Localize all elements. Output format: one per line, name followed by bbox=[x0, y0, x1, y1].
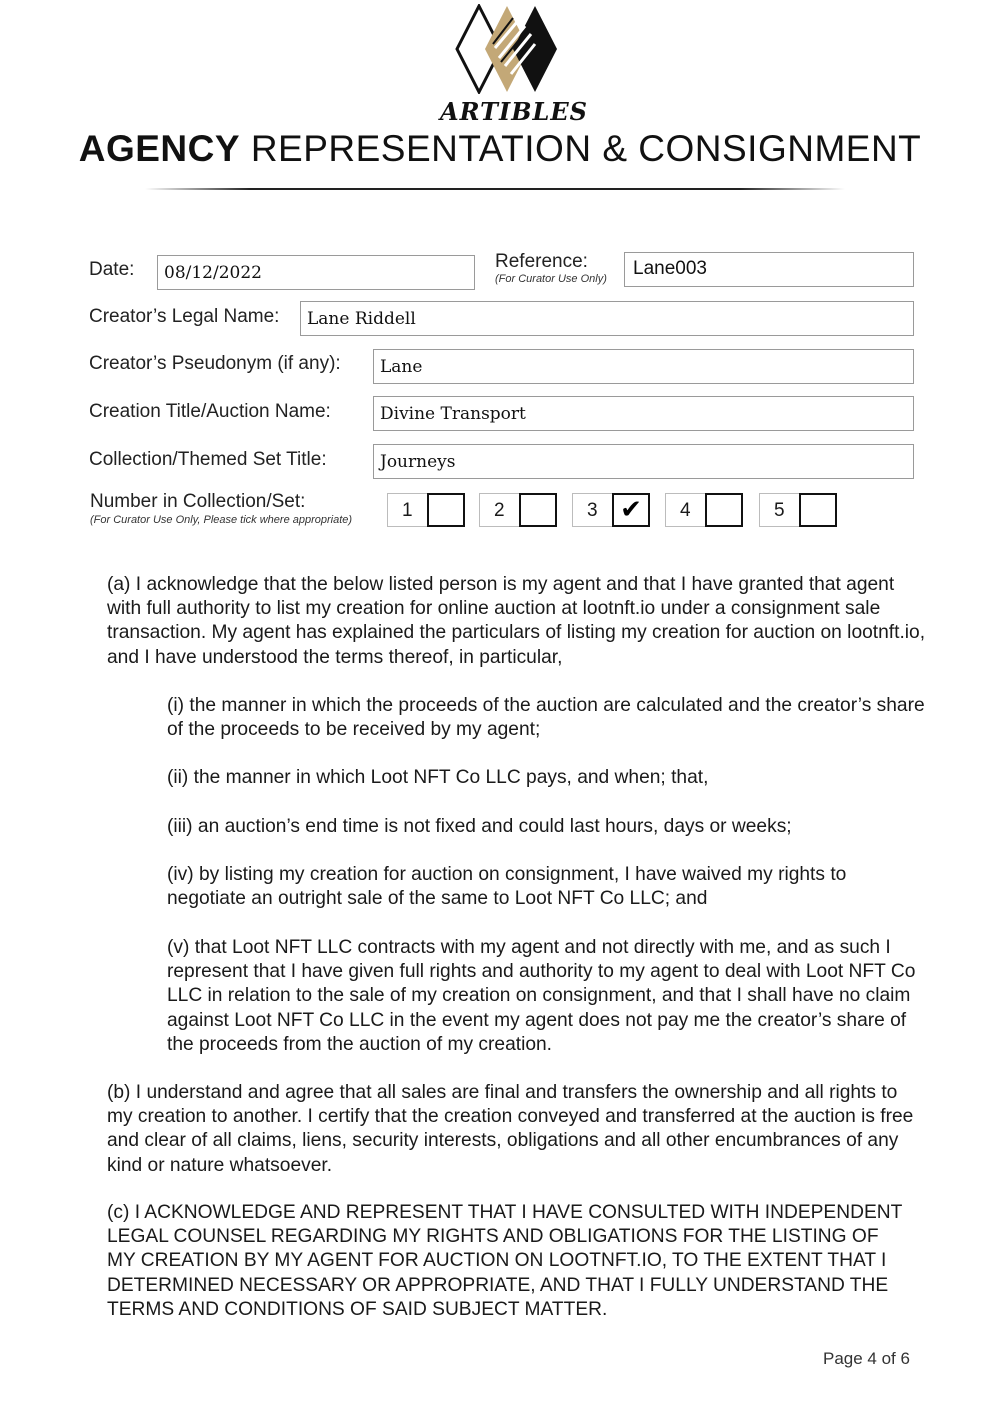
checkmark-icon: ✔ bbox=[620, 495, 642, 525]
checkbox-5[interactable] bbox=[799, 493, 837, 527]
number-option-label: 4 bbox=[680, 500, 691, 521]
checkbox-1[interactable] bbox=[427, 493, 465, 527]
pseudonym-field[interactable]: Lane bbox=[373, 349, 914, 384]
checkbox-2[interactable] bbox=[519, 493, 557, 527]
clause-b: (b) I understand and agree that all sales are final and transfers the ownership and all rights to my creation to another. I certify that the creation conveyed and transferred at the auction is free and clear of all claims, liens, security interests, obligations and all other encumbrances of any kind or nature whatsoever. bbox=[107, 1082, 914, 1176]
clause-a: (a) I acknowledge that the below listed person is my agent and that I have granted that agent with full authority to list my creation for online auction at lootnft.io under a consignment sale transaction. My agent has explained the particulars of listing my creation for auction on lootnft.io, and I have understood the terms thereof, in particular, bbox=[107, 574, 926, 668]
number-option-3[interactable] bbox=[572, 493, 650, 527]
artibles-logo bbox=[455, 4, 559, 94]
title-rest: REPRESENTATION & CONSIGNMENT bbox=[250, 128, 922, 169]
page-number: Page 4 of 6 bbox=[823, 1349, 910, 1368]
number-label: Number in Collection/Set: bbox=[90, 491, 306, 512]
date-field[interactable]: 08/12/2022 bbox=[157, 255, 475, 290]
clause-a-iii: (iii) an auction’s end time is not fixed and could last hours, days or weeks; bbox=[167, 816, 792, 837]
reference-label: Reference: bbox=[495, 251, 588, 272]
number-option-1[interactable] bbox=[387, 493, 465, 527]
number-option-label: 2 bbox=[494, 500, 505, 521]
number-option-4[interactable] bbox=[665, 493, 743, 527]
collection-label: Collection/Themed Set Title: bbox=[89, 449, 327, 470]
clause-a-i: (i) the manner in which the proceeds of the auction are calculated and the creator’s share of the proceeds to be received by my agent; bbox=[167, 695, 925, 741]
logo-wordmark: ARTIBLES bbox=[440, 97, 589, 126]
number-option-2[interactable] bbox=[479, 493, 557, 527]
number-option-label: 3 bbox=[587, 500, 598, 521]
page-title bbox=[0, 128, 1000, 170]
legal-name-field[interactable]: Lane Riddell bbox=[300, 301, 914, 336]
clause-a-iv: (iv) by listing my creation for auction on consignment, I have waived my rights to negotiate an outright sale of the same to Loot NFT Co LLC; and bbox=[167, 864, 847, 910]
number-option-label: 1 bbox=[402, 500, 413, 521]
checkbox-3[interactable] bbox=[612, 493, 650, 527]
pseudonym-label: Creator’s Pseudonym (if any): bbox=[89, 353, 341, 374]
reference-note: (For Curator Use Only) bbox=[495, 273, 607, 285]
checkbox-4[interactable] bbox=[705, 493, 743, 527]
creation-title-label: Creation Title/Auction Name: bbox=[89, 401, 331, 422]
creation-title-field[interactable]: Divine Transport bbox=[373, 396, 914, 431]
clause-c: (c) I ACKNOWLEDGE AND REPRESENT THAT I HAVE CONSULTED WITH INDEPENDENT LEGAL COUNSEL REGARDING MY RIGHTS AND OBLIGATIONS FOR THE LISTING OF MY CREATION BY MY AGENT FOR AUCTION ON LOOTNFT.IO, TO THE EXTENT THAT I DETERMINED NECESSARY OR APPROPRIATE, AND THAT I FULLY UNDERSTAND THE TERMS AND CONDITIONS OF SAID SUBJECT MATTER. bbox=[107, 1202, 902, 1320]
legal-name-label: Creator’s Legal Name: bbox=[89, 306, 280, 327]
clause-a-ii: (ii) the manner in which Loot NFT Co LLC pays, and when; that, bbox=[167, 767, 709, 788]
title-bold: AGENCY bbox=[78, 128, 241, 169]
number-option-label: 5 bbox=[774, 500, 785, 521]
number-option-5[interactable] bbox=[759, 493, 837, 527]
collection-field[interactable]: Journeys bbox=[373, 444, 914, 479]
number-note: (For Curator Use Only, Please tick where appropriate) bbox=[90, 514, 353, 526]
reference-field[interactable]: Lane003 bbox=[624, 252, 914, 287]
clause-a-v: (v) that Loot NFT LLC contracts with my agent and not directly with me, and as such I represent that I have given full rights and authority to my agent to deal with Loot NFT Co LLC in relation to the sale of my creation on consignment, and that I shall have no claim against Loot NFT Co LLC in the event my agent does not pay me the creator’s share of the proceeds from the auction of my creation. bbox=[167, 937, 916, 1055]
title-divider bbox=[145, 188, 845, 190]
date-label: Date: bbox=[89, 259, 135, 280]
